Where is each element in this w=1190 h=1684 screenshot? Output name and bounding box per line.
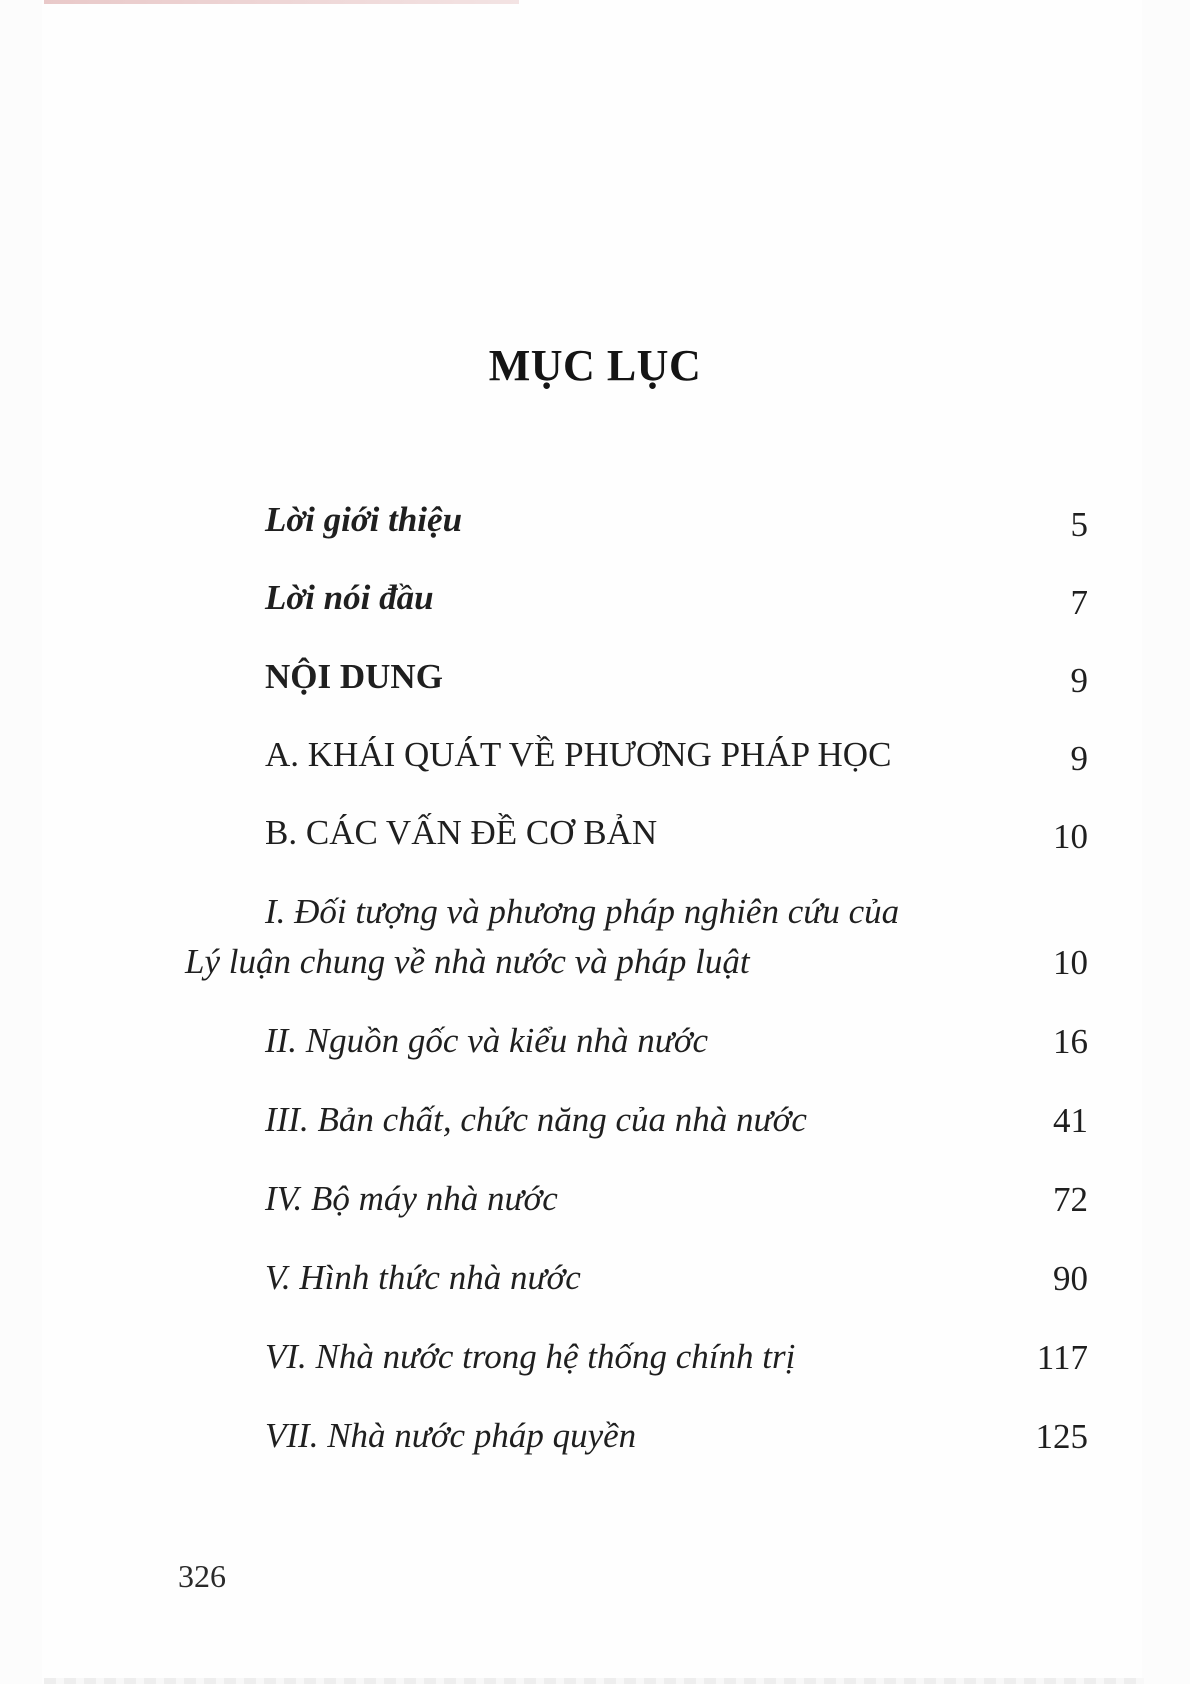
toc-entry-label: NỘI DUNG [265,657,443,696]
toc-entry-page: 72 [1053,1180,1088,1219]
toc-entry-label-line2: Lý luận chung về nhà nước và pháp luật [185,942,750,981]
toc-entry-page: 90 [1053,1259,1088,1298]
page-title: MỤC LỤC [488,341,702,390]
page-number: 326 [178,1558,226,1594]
toc-entry-label: V. Hình thức nhà nước [265,1258,581,1297]
toc-entry-label: A. KHÁI QUÁT VỀ PHƯƠNG PHÁP HỌC [265,735,892,774]
toc-entry-label: VI. Nhà nước trong hệ thống chính trị [265,1337,796,1376]
page-top-edge [44,0,519,4]
toc-entry-page: 125 [1035,1417,1088,1456]
toc-entry-label: VII. Nhà nước pháp quyền [265,1416,637,1455]
toc-entry-page: 5 [1070,505,1088,544]
toc-entry-page: 16 [1053,1022,1088,1061]
toc-entry-label: Lời giới thiệu [265,500,463,539]
toc-entry-label: IV. Bộ máy nhà nước [265,1179,558,1218]
toc-entry-label: Lời nói đầu [265,578,434,617]
toc-entry-label: B. CÁC VẤN ĐỀ CƠ BẢN [265,813,658,852]
toc-entry-page: 7 [1070,583,1088,622]
toc-entry-page: 117 [1036,1338,1088,1377]
toc-entry-label-line1: I. Đối tượng và phương pháp nghiên cứu của [265,892,900,931]
toc-entry-page: 9 [1070,661,1088,700]
page-bottom-edge [44,1678,1144,1684]
toc-entry-page: 10 [1053,817,1088,856]
toc-entry-page: 10 [1053,943,1088,982]
toc-entry-label: II. Nguồn gốc và kiểu nhà nước [265,1021,709,1060]
toc-entry-page: 9 [1070,739,1088,778]
toc-entry-label: III. Bản chất, chức năng của nhà nước [265,1100,807,1139]
toc-entry-page: 41 [1053,1101,1088,1140]
